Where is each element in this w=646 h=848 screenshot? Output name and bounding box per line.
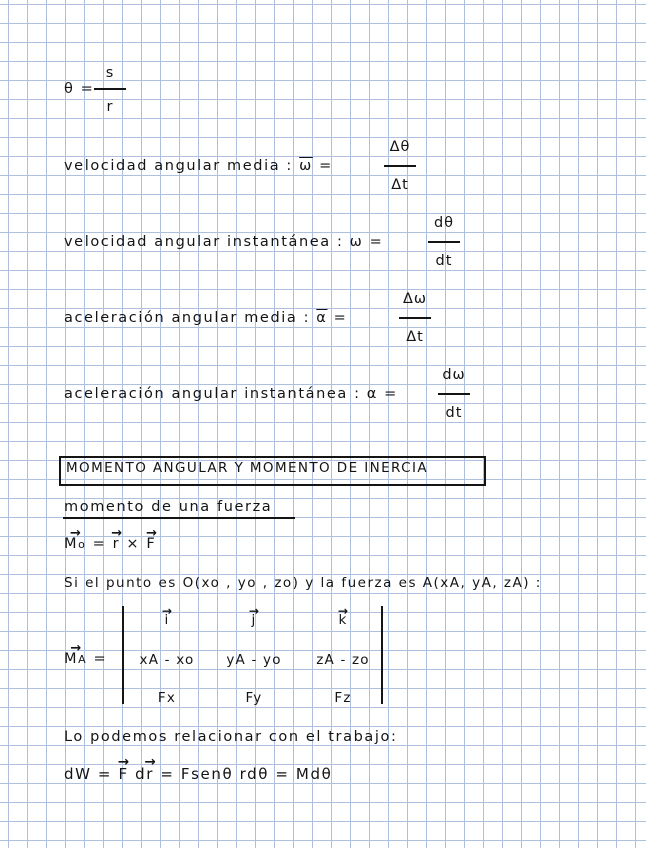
inst-velocity-denominator: dt bbox=[435, 253, 453, 269]
avg-velocity-line bbox=[64, 159, 333, 174]
moment-vector-r: → r bbox=[113, 537, 121, 552]
avg-accel-symbol: $\overline{\alpha}$ bbox=[316, 310, 328, 326]
inst-accel-label: aceleración angular instantánea : α = bbox=[64, 386, 398, 402]
theta-numerator: s bbox=[105, 65, 115, 81]
determinant-lhs bbox=[64, 652, 107, 667]
theta-lhs: θ = bbox=[64, 81, 95, 97]
avg-accel-line bbox=[64, 311, 347, 326]
work-eq-part-a: dW = bbox=[64, 765, 119, 783]
section-subtitle: momento de una fuerza bbox=[64, 499, 273, 515]
determinant-fz: Fz bbox=[334, 690, 352, 706]
inst-velocity-label: velocidad angular instantánea : ω = bbox=[64, 234, 384, 250]
work-vector-r: → r bbox=[146, 767, 154, 782]
work-eq-part-c: = Fsenθ rdθ = Mdθ bbox=[153, 765, 333, 783]
work-eq-part-b: d bbox=[128, 765, 147, 783]
avg-velocity-fraction-bar bbox=[384, 165, 416, 167]
moment-vector-f: → F bbox=[146, 537, 156, 552]
inst-accel-numerator: dω bbox=[442, 367, 466, 383]
determinant-ya-yo: yA - yo bbox=[226, 652, 282, 668]
determinant-vector-m: → MA bbox=[64, 652, 87, 667]
determinant-fy: Fy bbox=[245, 690, 263, 706]
section-subtitle-underline bbox=[63, 517, 295, 519]
determinant-za-zo: zA - zo bbox=[316, 652, 370, 668]
avg-velocity-symbol: $\overline{\omega}$ bbox=[299, 158, 313, 174]
theta-denominator: r bbox=[106, 99, 114, 115]
inst-accel-denominator: dt bbox=[445, 405, 463, 421]
avg-accel-label: aceleración angular media : bbox=[64, 310, 311, 326]
work-sentence: Lo podemos relacionar con el trabajo: bbox=[64, 729, 398, 745]
point-sentence: Si el punto es O(xo , yo , zo) y la fuerza es A(xA, yA, zA) : bbox=[64, 575, 542, 591]
avg-velocity-label: velocidad angular media : bbox=[64, 158, 293, 174]
determinant-left-bar bbox=[122, 606, 124, 704]
section-title: MOMENTO ANGULAR Y MOMENTO DE INERCIA bbox=[66, 460, 428, 476]
moment-cross: × bbox=[120, 536, 147, 552]
work-equation bbox=[64, 767, 332, 782]
determinant-fx: Fx bbox=[157, 690, 177, 706]
determinant-i: → i bbox=[127, 614, 207, 628]
avg-accel-numerator: Δω bbox=[402, 291, 428, 307]
determinant-k: → k bbox=[303, 614, 383, 628]
avg-accel-fraction-bar bbox=[399, 317, 431, 319]
work-vector-f: → F bbox=[118, 767, 128, 782]
avg-velocity-numerator: Δθ bbox=[389, 139, 411, 155]
avg-accel-eq: = bbox=[327, 310, 348, 326]
determinant-xa-xo: xA - xo bbox=[139, 652, 195, 668]
moment-eq-sign: = bbox=[86, 536, 113, 552]
moment-vector-m: → Mo bbox=[64, 537, 86, 552]
moment-equation bbox=[64, 537, 156, 552]
avg-velocity-denominator: Δt bbox=[391, 177, 409, 193]
inst-velocity-numerator: dθ bbox=[433, 215, 455, 231]
avg-velocity-eq: = bbox=[312, 158, 333, 174]
inst-velocity-fraction-bar bbox=[428, 241, 460, 243]
inst-accel-fraction-bar bbox=[438, 393, 470, 395]
determinant-j: → j bbox=[214, 614, 294, 628]
determinant-eq-sign: = bbox=[87, 651, 108, 667]
theta-fraction-bar bbox=[94, 88, 126, 90]
avg-accel-denominator: Δt bbox=[406, 329, 424, 345]
